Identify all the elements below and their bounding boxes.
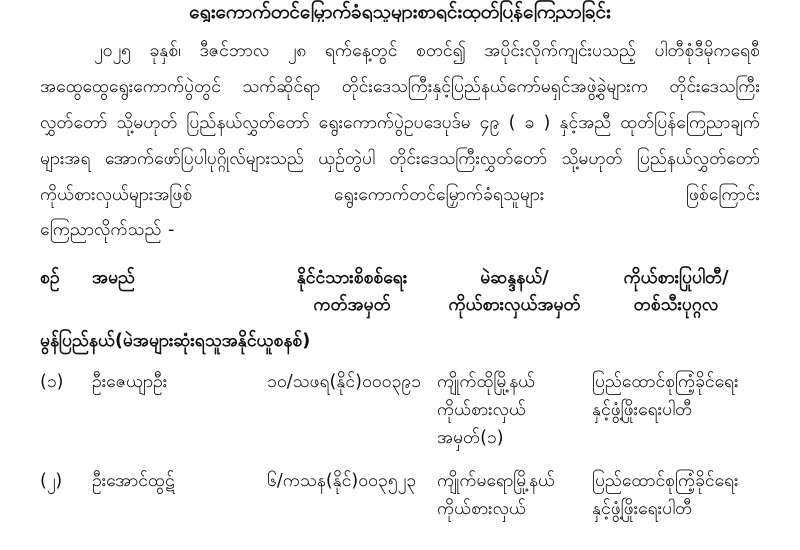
column-header-name: အမည်	[92, 268, 135, 289]
table-header-row	[40, 265, 760, 319]
column-header-nrc-line2: ကတ်အမှတ်	[313, 295, 391, 316]
announcement-closing: ကြေညာလိုက်သည် -	[40, 220, 175, 241]
region-heading: မွန်ပြည်နယ်(မဲအများဆုံးရသူအနိုင်ယူစနစ်)	[40, 330, 311, 351]
column-header-constituency	[437, 265, 592, 319]
table-row	[40, 368, 760, 453]
column-header-party	[592, 265, 760, 319]
announcement-body	[40, 34, 760, 249]
column-header-party-line1: ကိုယ်စားပြုပါတီ/	[623, 268, 729, 289]
column-header-nrc-line1: နိုင်ငံသားစိစစ်ရေး	[296, 268, 408, 289]
row-constituency: ကျိုက်ထိုမြို့နယ် ကိုယ်စားလှယ် အမှတ်(၁)	[437, 371, 536, 449]
announcement-paragraph	[40, 34, 760, 213]
row-no: (၁)	[40, 371, 64, 392]
table-row	[40, 467, 760, 524]
row-name: ဦးအောင်ထွဋ်	[92, 470, 175, 491]
column-header-no: စဉ်	[40, 268, 60, 289]
row-party: ပြည်ထောင်စုကြံ့ခိုင်ရေး နှင့်ဖွံ့ဖြိုးရေးပါတီ	[592, 470, 739, 520]
row-nrc: ၆/ကသန(နိုင်)၀၀၃၅၂၃	[267, 470, 417, 491]
column-header-constituency-line2: ကိုယ်စားလှယ်အမှတ်	[448, 295, 581, 316]
row-party: ပြည်ထောင်စုကြံ့ခိုင်ရေး နှင့်ဖွံ့ဖြိုးရေးပါတီ	[592, 371, 739, 421]
row-no: (၂)	[40, 470, 63, 491]
row-constituency: ကျိုက်မရောမြို့နယ် ကိုယ်စားလှယ်	[437, 470, 555, 520]
row-nrc: ၁၀/သဖရ(နိုင်)၀၀၀၃၉၁	[267, 371, 422, 392]
column-header-party-line2: တစ်သီးပုဂ္ဂလ	[633, 295, 719, 316]
page-title: ရွေးကောက်တင်မြှောက်ခံရသူများစာရင်းထုတ်ပြန်ကြေညာခြင်း	[189, 1, 611, 22]
row-name: ဦးဇေယျာဦး	[92, 371, 168, 392]
column-header-constituency-line1: မဲဆန္ဒနယ်/	[480, 268, 549, 289]
column-header-nrc	[267, 265, 437, 319]
announcement-paragraph-text: ၂၀၂၅ ခုနှစ်၊ ဒီဇင်ဘာလ ၂၈ ရက်နေ့တွင် စတင်၍ အပိုင်းလိုက်ကျင်းပသည့် ပါတီစုံဒီမိုကရေစီ အထွေထွေရွေးကောက်ပွဲတွင် သက်ဆိုင်ရာ တိုင်းဒေသကြီးနှင့်ပြည်နယ်ကော်မရှင်အဖွဲ့ခွဲများက တိုင်းဒေသကြီးလွှတ်တော် သို့မဟုတ် ပြည်နယ်လွှတ်တော် ရွေးကောက်ပွဲဥပဒေပုဒ်မ ၄၉ ( ခ ) နှင့်အညီ ထုတ်ပြန်ကြေညာချက်များအရ အောက်ဖော်ပြပါပုဂ္ဂိုလ်များသည် ယှဉ်တွဲပါ တိုင်းဒေသကြီးလွှတ်တော် သို့မဟုတ် ပြည်နယ်လွှတ်တော်ကိုယ်စားလှယ်များအဖြစ် ရွေးကောက်တင်မြှောက်ခံရသူများ ဖြစ်ကြောင်း	[40, 41, 760, 205]
